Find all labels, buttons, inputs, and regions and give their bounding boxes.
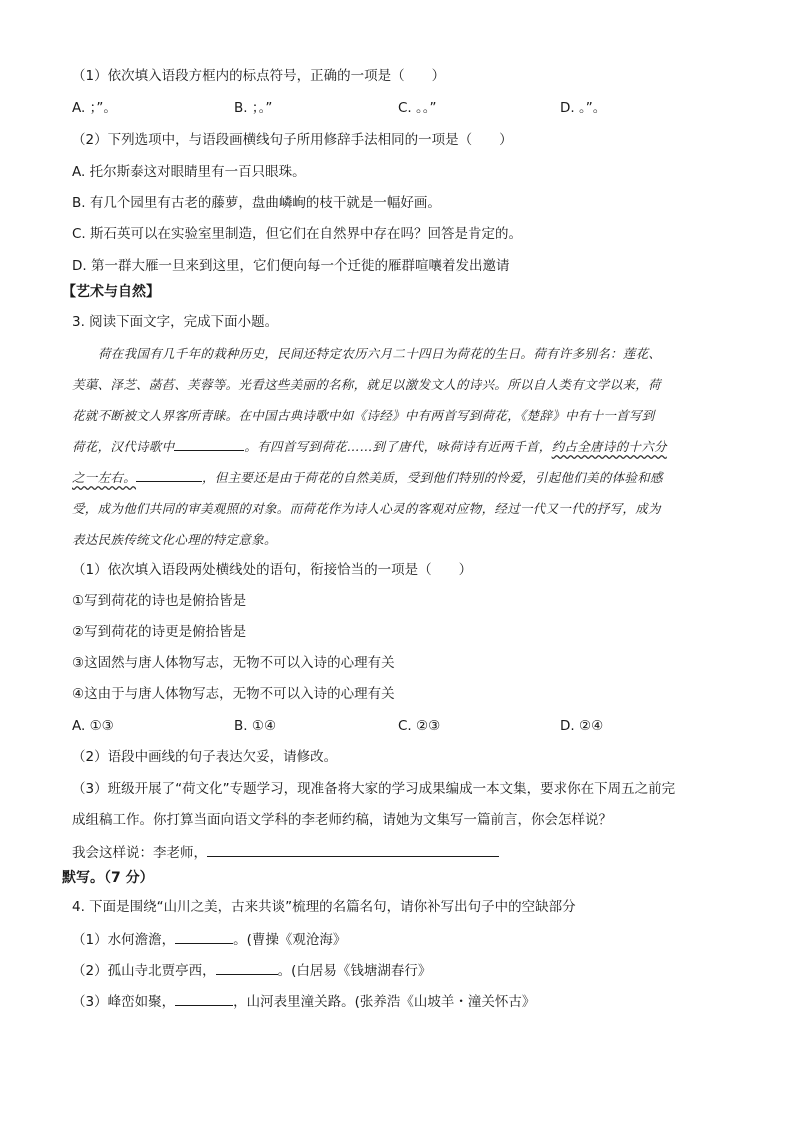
passage-line-4 (72, 431, 667, 462)
question-2-2-option-b: B. 有几个园里有古老的藤萝，盘曲嶙峋的枝干就是一幅好画。 (72, 195, 441, 211)
item-2-blank[interactable] (216, 960, 278, 975)
item-1-text: （1）水何澹澹， (72, 932, 176, 948)
question-3-intro: 3. 阅读下面文字，完成下面小题。 (72, 314, 279, 330)
option-d: D. 。”。 (560, 100, 607, 116)
passage-blank-2[interactable] (136, 467, 202, 482)
choice-3: ③这固然与唐人体物写志，无物不可以入诗的心理有关 (72, 655, 395, 671)
item-2-text: （2）孤山寺北贾亭西， (72, 963, 216, 979)
passage-line-3: 花就不断被文人界客所青睐。在中国古典诗歌中如《诗经》中有两首写到荷花，《楚辞》中有十一首写到 (72, 408, 655, 423)
question-4-item-1 (72, 929, 346, 950)
choice-4: ④这由于与唐人体物写志，无物不可以入诗的心理有关 (72, 686, 395, 702)
question-4-stem: 4. 下面是围绕“山川之美，古来共谈”梳理的名篇名句，请你补写出句子中的空缺部分 (72, 899, 576, 915)
section-heading-art-nature: 【艺术与自然】 (62, 284, 160, 300)
passage-line-4-mid: 。有四首写到荷花……到了唐代，咏荷诗有近两千首， (244, 439, 552, 454)
passage-line-5 (72, 462, 663, 493)
option-c: C. ②③ (398, 718, 441, 734)
question-2-2-option-d: D. 第一群大雁一旦来到这里，它们便向每一个迁徙的雁群喧嚷着发出邀请 (72, 258, 510, 274)
option-a: A. ①③ (72, 718, 114, 734)
item-1-blank[interactable] (175, 929, 233, 944)
section-heading-dictation: 默写。（7 分） (62, 870, 154, 886)
item-3-source: ，山河表里潼关路。(张养浩《山坡羊・潼关怀古》 (233, 994, 536, 1010)
question-2-1-stem: （1）依次填入语段方框内的标点符号，正确的一项是（ ） (72, 68, 446, 84)
choice-2: ②写到荷花的诗更是俯拾皆是 (72, 624, 247, 640)
option-a: A. ；”。 (72, 100, 117, 116)
item-3-text: （3）峰峦如聚， (72, 994, 176, 1010)
question-2-2-option-c: C. 斯石英可以在实验室里制造，但它们在自然界中存在吗？回答是肯定的。 (72, 226, 523, 242)
answer-blank[interactable] (207, 842, 499, 857)
passage-underlined-sentence-2: 之一左右。 (72, 470, 137, 485)
passage-line-5-rest: ，但主要还是由于荷花的自然美质，受到他们特别的怜爱，引起他们美的体验和感 (202, 470, 663, 485)
question-3-2: （2）语段中画线的句子表达欠妥，请修改。 (72, 749, 338, 765)
option-c: C. 。。” (398, 100, 437, 116)
passage-line-1: 荷在我国有几千年的栽种历史，民间还特定农历六月二十四日为荷花的生日。荷有许多别名：莲花、 (98, 346, 662, 361)
passage-underlined-sentence-1: 约占全唐诗的十六分 (551, 439, 667, 454)
item-3-blank[interactable] (175, 991, 233, 1006)
passage-blank-1[interactable] (174, 436, 244, 451)
option-b: B. ；。” (234, 100, 273, 116)
reading-passage (72, 338, 716, 558)
question-2-2-stem: （2）下列选项中，与语段画横线句子所用修辞手法相同的一项是（ ） (72, 132, 513, 148)
item-1-source: 。(曹操《观沧海》 (233, 932, 347, 948)
option-b: B. ①④ (234, 718, 277, 734)
passage-line-7: 表达民族传统文化心理的特定意象。 (72, 532, 277, 547)
question-4-item-2 (72, 960, 431, 981)
answer-prompt: 我会这样说：李老师， (72, 845, 207, 861)
question-4-item-3 (72, 991, 535, 1012)
passage-line-4-start: 荷花，汉代诗歌中 (72, 439, 175, 454)
passage-line-6: 受，成为他们共同的审美观照的对象。而荷花作为诗人心灵的客观对应物，经过一代又一代的抒写，成为 (72, 501, 661, 516)
item-2-source: 。(白居易《钱塘湖春行》 (277, 963, 432, 979)
passage-line-2: 芙蕖、泽芝、菡萏、芙蓉等。光看这些美丽的名称，就足以激发文人的诗兴。所以自人类有文学以来，荷 (72, 377, 661, 392)
option-d: D. ②④ (560, 718, 604, 734)
question-3-1-stem: （1）依次填入语段两处横线处的语句，衔接恰当的一项是（ ） (72, 562, 473, 578)
question-3-3-line-2: 成组稿工作。你打算当面向语文学科的李老师约稿，请她为文集写一篇前言，你会怎样说？ (72, 812, 612, 828)
question-2-2-option-a: A. 托尔斯泰这对眼睛里有一百只眼珠。 (72, 164, 306, 180)
question-3-1-options (72, 716, 732, 736)
question-3-3-line-1: （3）班级开展了“荷文化”专题学习，现准备将大家的学习成果编成一本文集，要求你在下周五之前完 (72, 781, 676, 797)
choice-1: ①写到荷花的诗也是俯拾皆是 (72, 593, 247, 609)
question-3-3-answer-line (72, 842, 499, 863)
question-2-1-options (72, 98, 732, 118)
